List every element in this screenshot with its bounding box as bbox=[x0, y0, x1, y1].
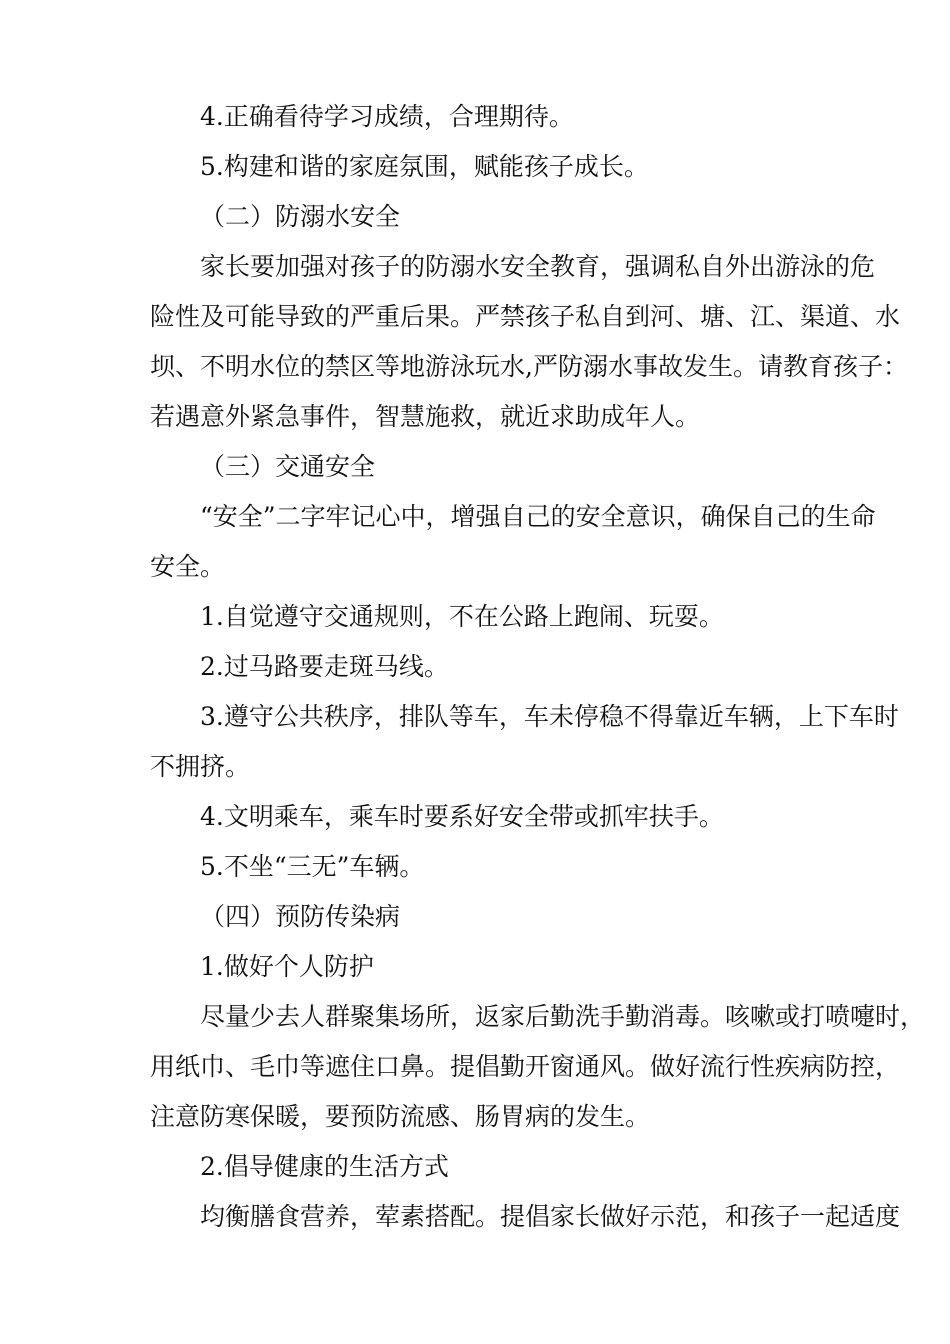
paragraph-item-5-family bbox=[100, 142, 860, 192]
text-line: 3.遵守公共秩序，排队等车，车未停稳不得靠近车辆，上下车时 bbox=[200, 702, 899, 731]
text-line: 1.自觉遵守交通规则，不在公路上跑闹、玩耍。 bbox=[200, 602, 724, 631]
heading-text: （四）预防传染病 bbox=[200, 902, 401, 931]
text-line: “安全”二字牢记心中，增强自己的安全意识，确保自己的生命 bbox=[200, 502, 876, 531]
heading-text: （二）防溺水安全 bbox=[200, 202, 401, 231]
text-line: 2.倡导健康的生活方式 bbox=[200, 1152, 449, 1181]
paragraph-protection-details bbox=[100, 992, 926, 1142]
paragraph-unlicensed-vehicles bbox=[100, 842, 860, 892]
paragraph-public-order bbox=[100, 692, 899, 792]
text-line: 若遇意外紧急事件，智慧施救，就近求助成年人。 bbox=[150, 402, 701, 431]
heading-text: （三）交通安全 bbox=[200, 452, 376, 481]
text-line: 险性及可能导致的严重后果。严禁孩子私自到河、塘、江、渠道、水 bbox=[150, 302, 901, 331]
text-line: 5.构建和谐的家庭氛围，赋能孩子成长。 bbox=[200, 152, 649, 181]
text-line: 不拥挤。 bbox=[150, 752, 251, 781]
text-line: 1.做好个人防护 bbox=[200, 952, 374, 981]
section-heading-disease bbox=[100, 892, 860, 942]
subheading-healthy-lifestyle bbox=[100, 1142, 860, 1192]
paragraph-seat-belt bbox=[100, 792, 860, 842]
text-line: 尽量少去人群聚集场所，返家后勤洗手勤消毒。咳嗽或打喷嚏时， bbox=[200, 1002, 926, 1031]
section-heading-traffic bbox=[100, 442, 860, 492]
text-line: 2.过马路要走斑马线。 bbox=[200, 652, 449, 681]
paragraph-safety-awareness bbox=[100, 492, 876, 592]
text-line: 用纸巾、毛巾等遮住口鼻。提倡勤开窗通风。做好流行性疾病防控， bbox=[150, 1052, 901, 1081]
text-line: 坝、不明水位的禁区等地游泳玩水,严防溺水事故发生。请教育孩子： bbox=[150, 352, 908, 381]
text-line: 4.文明乘车，乘车时要系好安全带或抓牢扶手。 bbox=[200, 802, 724, 831]
text-line: 安全。 bbox=[150, 552, 226, 581]
text-line: 4.正确看待学习成绩，合理期待。 bbox=[200, 102, 574, 131]
section-heading-drowning bbox=[100, 192, 860, 242]
paragraph-traffic-rules bbox=[100, 592, 860, 642]
text-line: 5.不坐“三无”车辆。 bbox=[200, 852, 425, 881]
text-line: 家长要加强对孩子的防溺水安全教育，强调私自外出游泳的危 bbox=[200, 252, 876, 281]
paragraph-zebra-crossing bbox=[100, 642, 860, 692]
paragraph-item-4-grades bbox=[100, 92, 860, 142]
paragraph-drowning-education bbox=[100, 242, 908, 442]
text-line: 均衡膳食营养，荤素搭配。提倡家长做好示范，和孩子一起适度 bbox=[200, 1202, 901, 1231]
document-body bbox=[100, 92, 926, 1242]
paragraph-balanced-diet bbox=[100, 1192, 901, 1242]
text-line: 注意防寒保暖，要预防流感、肠胃病的发生。 bbox=[150, 1102, 651, 1131]
subheading-personal-protection bbox=[100, 942, 860, 992]
